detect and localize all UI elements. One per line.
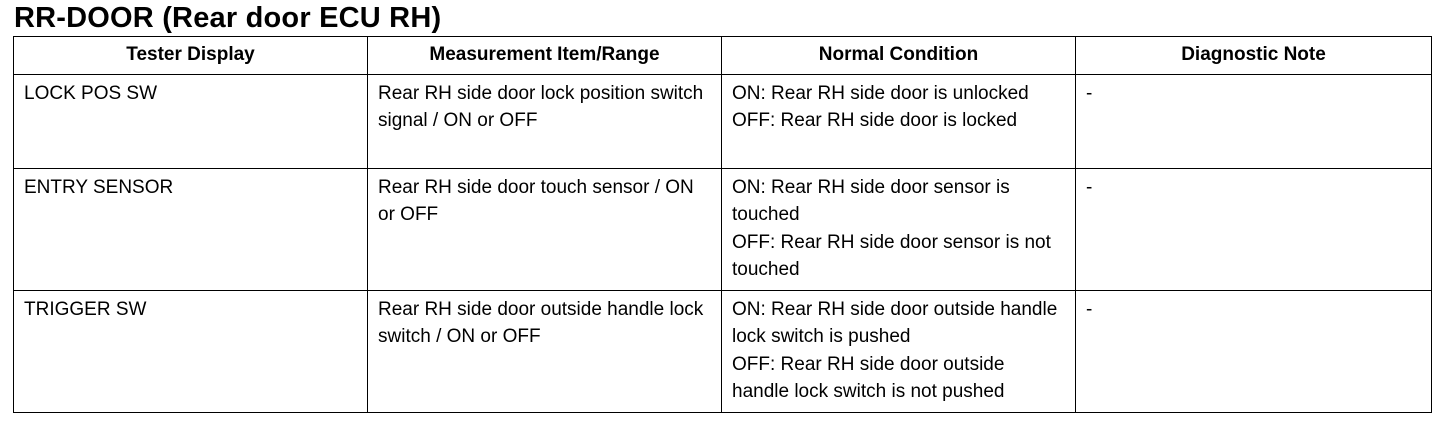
header-measurement-item: Measurement Item/Range — [368, 37, 722, 75]
condition-on-text: ON: Rear RH side door is unlocked — [732, 82, 1029, 104]
table-row — [14, 74, 1432, 168]
cell-measurement: Rear RH side door outside handle lock switch / ON or OFF — [368, 290, 722, 412]
cell-tester-display: TRIGGER SW — [14, 290, 368, 412]
cell-diagnostic-note: - — [1076, 290, 1432, 412]
condition-on-text: ON: Rear RH side door sensor is touched — [732, 176, 1010, 225]
cell-normal-condition — [722, 290, 1076, 412]
table-row — [14, 168, 1432, 290]
data-table — [13, 36, 1432, 413]
cell-diagnostic-note: - — [1076, 74, 1432, 168]
condition-off-text: OFF: Rear RH side door outside handle lock switch is not pushed — [732, 353, 1005, 402]
condition-off-text: OFF: Rear RH side door is locked — [732, 110, 1018, 131]
table-row — [14, 290, 1432, 412]
condition-on-text: ON: Rear RH side door outside handle lock switch is pushed — [732, 298, 1058, 347]
table-header-row — [14, 37, 1432, 75]
header-tester-display: Tester Display — [14, 37, 368, 75]
cell-measurement: Rear RH side door touch sensor / ON or OFF — [368, 168, 722, 290]
cell-measurement: Rear RH side door lock position switch signal / ON or OFF — [368, 74, 722, 168]
cell-tester-display: LOCK POS SW — [14, 74, 368, 168]
cell-normal-condition — [722, 168, 1076, 290]
cell-normal-condition — [722, 74, 1076, 168]
header-diagnostic-note: Diagnostic Note — [1076, 37, 1432, 75]
condition-off-text: OFF: Rear RH side door sensor is not touched — [732, 231, 1051, 280]
page-title: RR-DOOR (Rear door ECU RH) — [14, 2, 442, 34]
cell-diagnostic-note: - — [1076, 168, 1432, 290]
cell-tester-display: ENTRY SENSOR — [14, 168, 368, 290]
header-normal-condition: Normal Condition — [722, 37, 1076, 75]
